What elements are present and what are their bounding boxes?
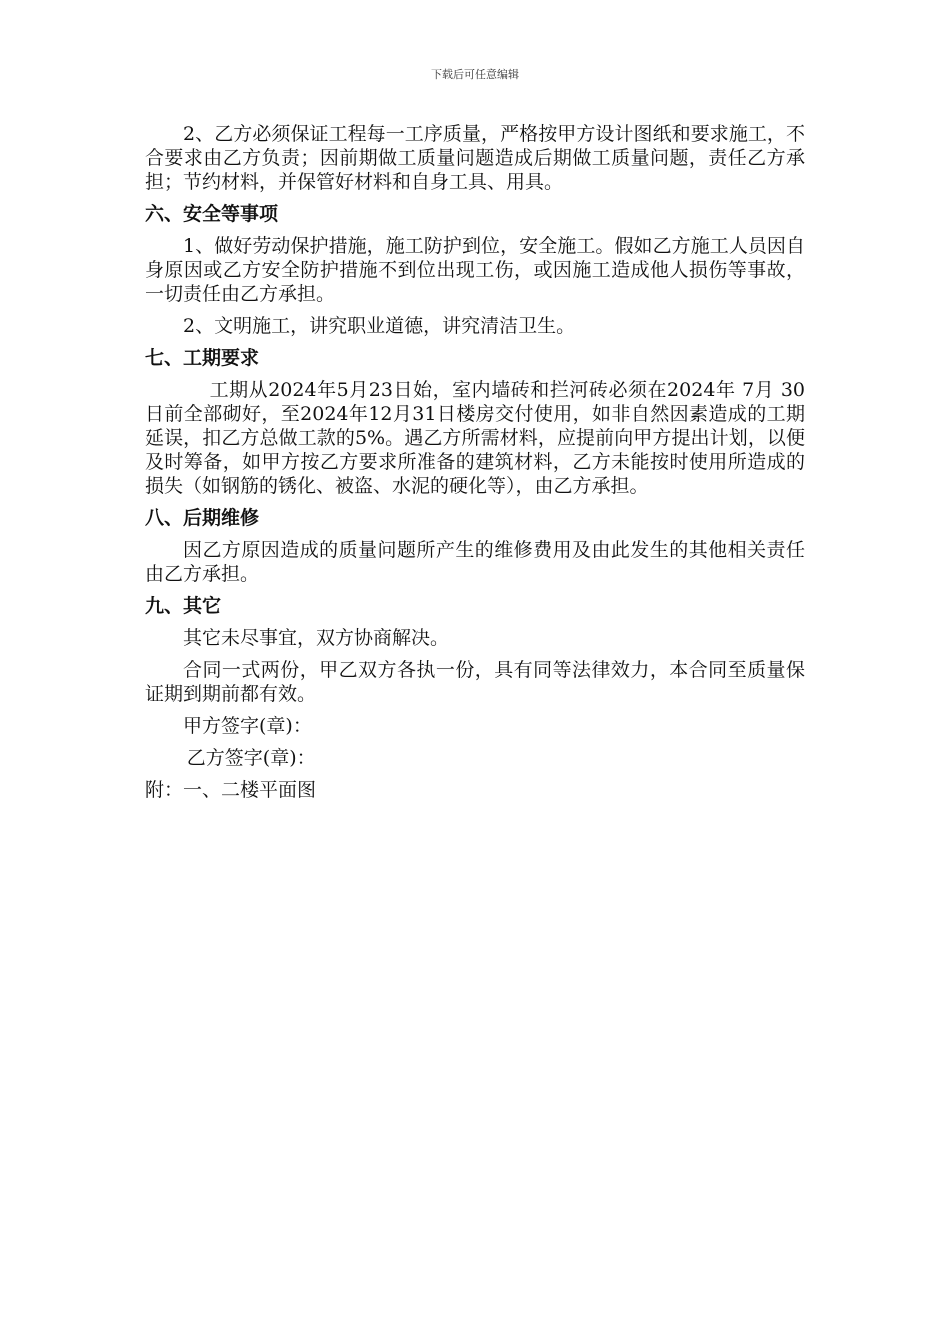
contract-body	[145, 122, 805, 802]
party-b-signature: 乙方签字(章)：	[186, 747, 316, 769]
section-heading-maintenance: 八、后期维修	[145, 507, 260, 529]
clause-schedule: 工期从2024年5月23日始，室内墙砖和拦河砖必须在2024年 7月 30日前全部砌好，至2024年12月31日楼房交付使用，如非自然因素造成的工期延误，扣乙方总做工款的5%。遇乙方所需材料，应提前向甲方提出计划，以便及时筹备，如甲方按乙方要求所准备的建筑材料，乙方未能按时使用所造成的损失（如钢筋的锈化、被盗、水泥的硬化等），由乙方承担。	[145, 379, 805, 497]
attachment-note: 附：一、二楼平面图	[145, 779, 317, 801]
section-heading-safety: 六、安全等事项	[145, 203, 279, 225]
clause-copies: 合同一式两份，甲乙双方各执一份，具有同等法律效力，本合同至质量保证期到期前都有效。	[145, 659, 805, 705]
section-heading-other: 九、其它	[145, 595, 222, 617]
page-header: 下载后可任意编辑	[431, 68, 519, 81]
clause-civilized-construction: 2、文明施工，讲究职业道德，讲究清洁卫生。	[183, 315, 576, 337]
section-heading-schedule: 七、工期要求	[145, 347, 260, 369]
party-a-signature: 甲方签字(章)：	[183, 715, 312, 737]
clause-quality: 2、乙方必须保证工程每一工序质量，严格按甲方设计图纸和要求施工，不合要求由乙方负责；因前期做工质量问题造成后期做工质量问题，责任乙方承担；节约材料，并保管好材料和自身工具、用具。	[145, 123, 805, 193]
clause-maintenance: 因乙方原因造成的质量问题所产生的维修费用及由此发生的其他相关责任由乙方承担。	[145, 539, 805, 585]
clause-safety-protection: 1、做好劳动保护措施，施工防护到位，安全施工。假如乙方施工人员因自身原因或乙方安全防护措施不到位出现工伤，或因施工造成他人损伤等事故，一切责任由乙方承担。	[145, 235, 805, 305]
clause-other-matters: 其它未尽事宜，双方协商解决。	[183, 627, 450, 649]
